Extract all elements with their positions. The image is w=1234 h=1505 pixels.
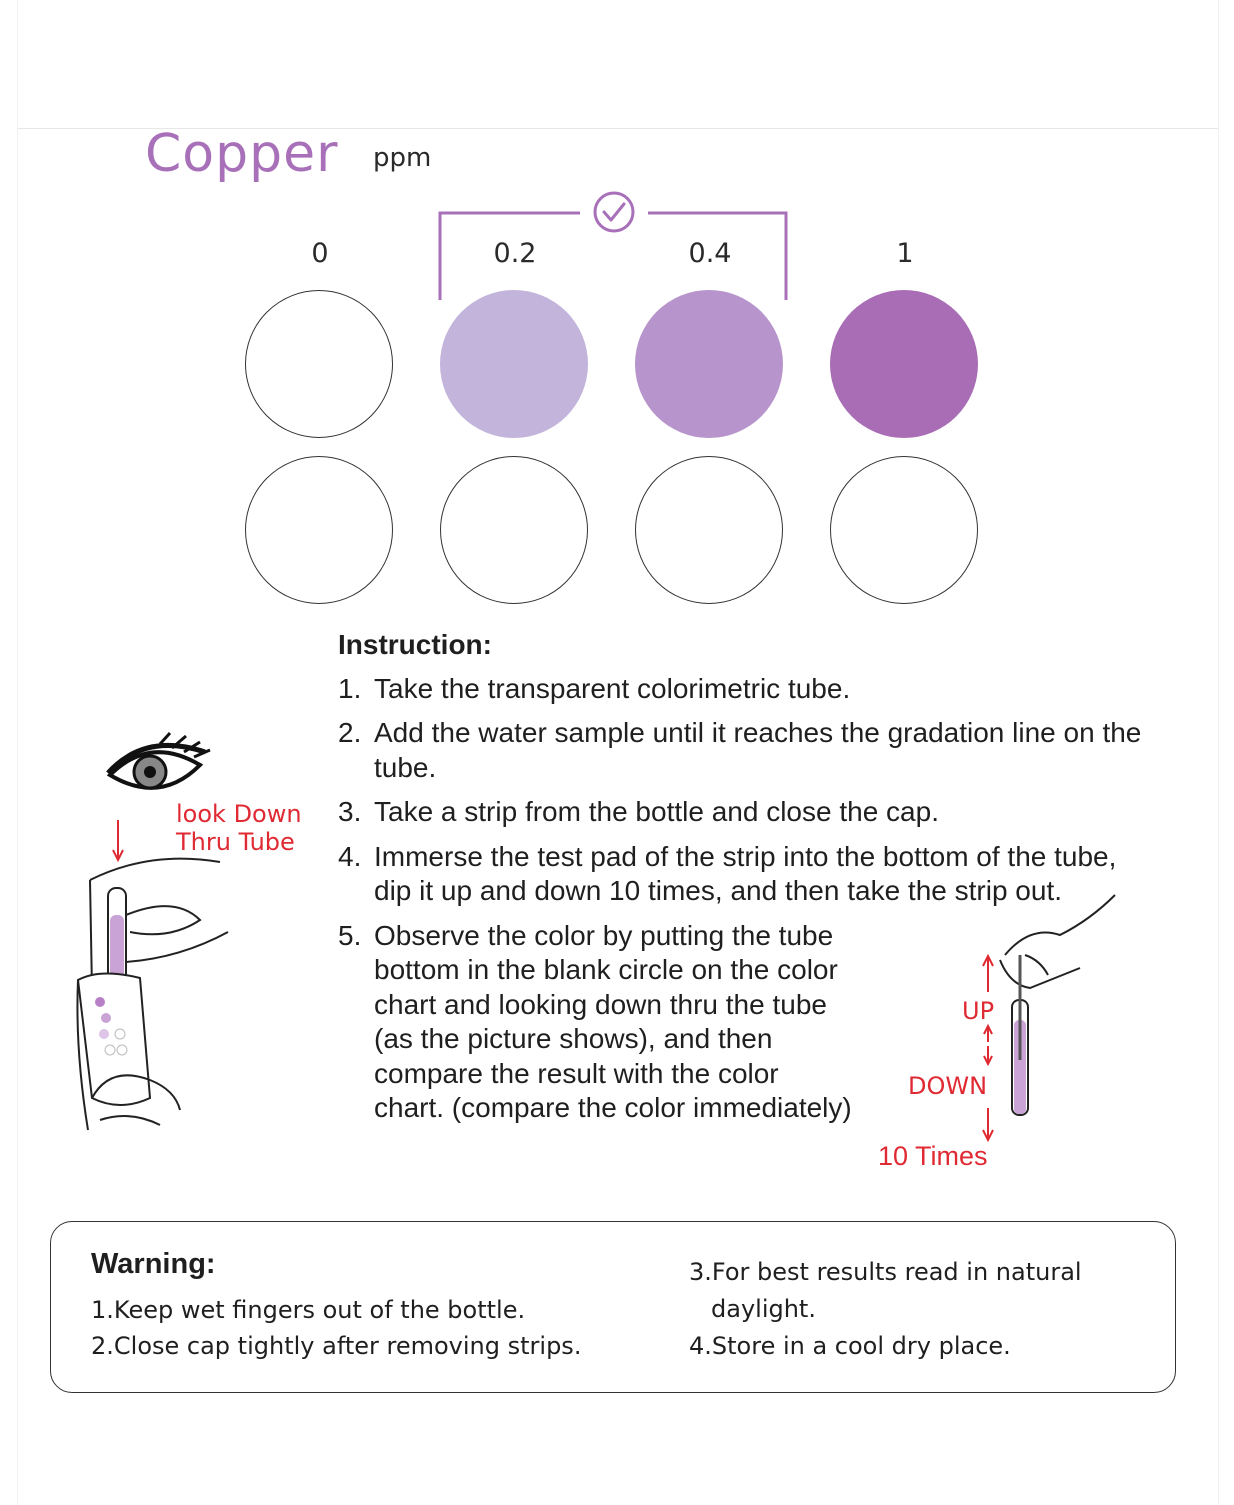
warning-item: 2.Close cap tightly after removing strips. [91, 1332, 582, 1360]
instruction-step: 2. Add the water sample until it reaches the gradation line on the tube. [338, 717, 1142, 783]
warning-item: 3.For best results read in natural [689, 1258, 1082, 1286]
warning-item: 1.Keep wet fingers out of the bottle. [91, 1296, 526, 1324]
scale-label-2: 0.4 [688, 238, 732, 269]
warning-title: Warning: [91, 1248, 216, 1280]
ten-times-label: 10 Times [878, 1141, 988, 1171]
down-label: DOWN [908, 1072, 988, 1100]
instruction-step: 4. Immerse the test pad of the strip into the bottom of the tube, dip it up and down 10 times, and then take the strip out. [338, 840, 1117, 906]
warning-item: daylight. [711, 1295, 816, 1323]
up-down-arrows-icon [983, 956, 993, 1140]
hand-with-strip-icon [1000, 895, 1115, 1115]
test-unit: ppm [373, 143, 432, 173]
instruction-step: 3. Take a strip from the bottle and close the cap. [338, 796, 939, 827]
look-down-label: look Down Thru Tube [176, 800, 302, 856]
scale-label-1: 0.2 [493, 238, 537, 269]
instructions-heading: Instruction: [338, 629, 492, 660]
warning-item: 4.Store in a cool dry place. [689, 1332, 1011, 1360]
test-title: Copper [145, 124, 339, 184]
instruction-step: 1. Take the transparent colorimetric tube. [338, 672, 851, 704]
warning-box [50, 1221, 1176, 1393]
instruction-step: 5. Observe the color by putting the tube bottom in the blank circle on the color chart and looking down thru the tube (as the picture shows), and then compare the result with the color chart. (compare the color immediately) [338, 919, 852, 1123]
up-label: UP [962, 997, 995, 1025]
scale-label-3: 1 [896, 238, 914, 269]
scale-label-0: 0 [311, 238, 329, 269]
